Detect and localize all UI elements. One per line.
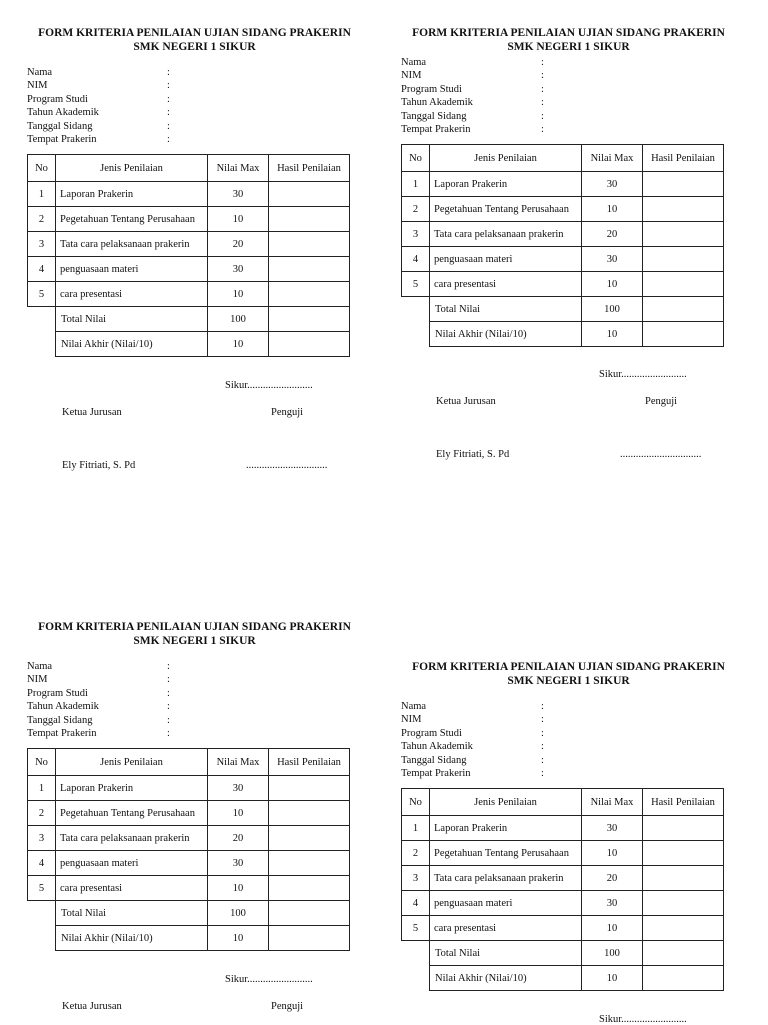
- signer-name: Ely Fitriati, S. Pd: [62, 460, 136, 471]
- score-cell[interactable]: [269, 182, 350, 207]
- score-cell[interactable]: [643, 941, 724, 966]
- score-cell[interactable]: [643, 891, 724, 916]
- score-cell[interactable]: [643, 247, 724, 272]
- table-row: 5 cara presentasi 10: [402, 272, 724, 297]
- score-cell[interactable]: [643, 841, 724, 866]
- table-row: 3 Tata cara pelaksanaan prakerin 20: [28, 826, 350, 851]
- form-bottom-left: [27, 620, 362, 1012]
- table-header: No Jenis Penilaian Nilai Max Hasil Penilaian: [28, 749, 350, 776]
- sign-ketua-jurusan: Ketua Jurusan: [62, 1001, 122, 1012]
- final-row: Nilai Akhir (Nilai/10) 10: [402, 966, 724, 991]
- table-row: 3 Tata cara pelaksanaan prakerin 20: [28, 232, 350, 257]
- field-nama: Nama :: [401, 57, 544, 68]
- field-tanggal-sidang: Tanggal Sidang :: [27, 120, 170, 132]
- signer-name: Ely Fitriati, S. Pd: [436, 449, 510, 460]
- total-row: Total Nilai 100: [28, 307, 350, 332]
- score-cell[interactable]: [643, 816, 724, 841]
- score-cell[interactable]: [643, 966, 724, 991]
- field-nama: Nama :: [27, 67, 170, 78]
- table-row: 2 Pegetahuan Tentang Perusahaan 10: [402, 841, 724, 866]
- table-row: 3 Tata cara pelaksanaan prakerin 20: [402, 866, 724, 891]
- total-row: Total Nilai 100: [402, 941, 724, 966]
- field-program-studi: Program Studi :: [27, 687, 170, 699]
- final-row: Nilai Akhir (Nilai/10) 10: [28, 926, 350, 951]
- form-top-right: [401, 26, 736, 460]
- field-program-studi: Program Studi :: [401, 727, 544, 739]
- field-tahun-akademik: Tahun Akademik :: [27, 107, 170, 119]
- field-tahun-akademik: Tahun Akademik :: [27, 701, 170, 713]
- field-tanggal-sidang: Tanggal Sidang :: [401, 754, 544, 766]
- sign-ketua-jurusan: Ketua Jurusan: [436, 396, 496, 407]
- field-tempat-prakerin: Tempat Prakerin :: [401, 124, 544, 136]
- score-cell[interactable]: [269, 901, 350, 926]
- field-tahun-akademik: Tahun Akademik :: [401, 741, 544, 753]
- penguji-name-blank: ...............................: [620, 449, 702, 460]
- table-row: 4 penguasaan materi 30: [402, 247, 724, 272]
- score-cell[interactable]: [643, 172, 724, 197]
- identity-fields: [27, 66, 362, 146]
- table-row: 1 Laporan Prakerin 30: [28, 182, 350, 207]
- form-top-left: [27, 26, 362, 471]
- total-row: Total Nilai 100: [28, 901, 350, 926]
- place-date: Sikur.........................: [225, 974, 313, 985]
- table-row: 1 Laporan Prakerin 30: [28, 776, 350, 801]
- table-row: 4 penguasaan materi 30: [402, 891, 724, 916]
- place-date: Sikur.........................: [225, 380, 313, 391]
- score-cell[interactable]: [643, 272, 724, 297]
- score-cell[interactable]: [643, 322, 724, 347]
- score-cell[interactable]: [643, 866, 724, 891]
- table-row: 5 cara presentasi 10: [28, 876, 350, 901]
- score-table: [401, 788, 724, 991]
- score-cell[interactable]: [269, 876, 350, 901]
- identity-fields: [401, 56, 736, 136]
- place-date: Sikur.........................: [599, 369, 687, 380]
- score-cell[interactable]: [269, 851, 350, 876]
- field-program-studi: Program Studi :: [401, 83, 544, 95]
- score-cell[interactable]: [269, 826, 350, 851]
- score-cell[interactable]: [643, 297, 724, 322]
- table-row: 4 penguasaan materi 30: [28, 257, 350, 282]
- identity-fields: [401, 700, 736, 780]
- final-row: Nilai Akhir (Nilai/10) 10: [402, 322, 724, 347]
- field-tempat-prakerin: Tempat Prakerin :: [27, 728, 170, 740]
- form-bottom-right: [401, 660, 736, 1025]
- score-cell[interactable]: [269, 926, 350, 951]
- form-title: FORM KRITERIA PENILAIAN UJIAN SIDANG PRAKERIN SMK NEGERI 1 SIKUR: [38, 621, 351, 647]
- score-cell[interactable]: [269, 207, 350, 232]
- field-nama: Nama :: [27, 661, 170, 672]
- field-program-studi: Program Studi :: [27, 93, 170, 105]
- table-row: 1 Laporan Prakerin 30: [402, 816, 724, 841]
- form-title: FORM KRITERIA PENILAIAN UJIAN SIDANG PRAKERIN SMK NEGERI 1 SIKUR: [38, 27, 351, 53]
- table-row: 5 cara presentasi 10: [28, 282, 350, 307]
- table-row: 2 Pegetahuan Tentang Perusahaan 10: [28, 801, 350, 826]
- score-cell[interactable]: [269, 307, 350, 332]
- table-row: 1 Laporan Prakerin 30: [402, 172, 724, 197]
- table-header: No Jenis Penilaian Nilai Max Hasil Penilaian: [28, 155, 350, 182]
- field-nim: NIM :: [27, 674, 170, 686]
- table-row: 4 penguasaan materi 30: [28, 851, 350, 876]
- score-table: [27, 748, 350, 951]
- score-cell[interactable]: [269, 257, 350, 282]
- field-nim: NIM :: [401, 714, 544, 726]
- score-cell[interactable]: [269, 801, 350, 826]
- table-header: No Jenis Penilaian Nilai Max Hasil Penilaian: [402, 145, 724, 172]
- penguji-name-blank: ...............................: [246, 460, 328, 471]
- field-nim: NIM :: [401, 70, 544, 82]
- field-nim: NIM :: [27, 80, 170, 92]
- field-tanggal-sidang: Tanggal Sidang :: [401, 110, 544, 122]
- field-nama: Nama :: [401, 701, 544, 712]
- identity-fields: [27, 660, 362, 740]
- total-row: Total Nilai 100: [402, 297, 724, 322]
- sign-penguji: Penguji: [271, 407, 304, 418]
- field-tempat-prakerin: Tempat Prakerin :: [27, 134, 170, 146]
- form-title: FORM KRITERIA PENILAIAN UJIAN SIDANG PRAKERIN SMK NEGERI 1 SIKUR: [412, 661, 725, 687]
- sign-ketua-jurusan: Ketua Jurusan: [62, 407, 122, 418]
- score-cell[interactable]: [643, 222, 724, 247]
- field-tanggal-sidang: Tanggal Sidang :: [27, 714, 170, 726]
- final-row: Nilai Akhir (Nilai/10) 10: [28, 332, 350, 357]
- table-row: 3 Tata cara pelaksanaan prakerin 20: [402, 222, 724, 247]
- score-cell[interactable]: [269, 282, 350, 307]
- table-row: 2 Pegetahuan Tentang Perusahaan 10: [402, 197, 724, 222]
- table-header: No Jenis Penilaian Nilai Max Hasil Penilaian: [402, 789, 724, 816]
- form-title: FORM KRITERIA PENILAIAN UJIAN SIDANG PRAKERIN SMK NEGERI 1 SIKUR: [412, 27, 725, 53]
- score-cell[interactable]: [269, 332, 350, 357]
- table-row: 2 Pegetahuan Tentang Perusahaan 10: [28, 207, 350, 232]
- field-tahun-akademik: Tahun Akademik :: [401, 97, 544, 109]
- score-table: [401, 144, 724, 347]
- score-table: [27, 154, 350, 357]
- score-cell[interactable]: [643, 197, 724, 222]
- sign-penguji: Penguji: [271, 1001, 304, 1012]
- score-cell[interactable]: [269, 232, 350, 257]
- place-date: Sikur.........................: [599, 1014, 687, 1025]
- sign-penguji: Penguji: [645, 396, 678, 407]
- table-row: 5 cara presentasi 10: [402, 916, 724, 941]
- score-cell[interactable]: [643, 916, 724, 941]
- field-tempat-prakerin: Tempat Prakerin :: [401, 768, 544, 780]
- score-cell[interactable]: [269, 776, 350, 801]
